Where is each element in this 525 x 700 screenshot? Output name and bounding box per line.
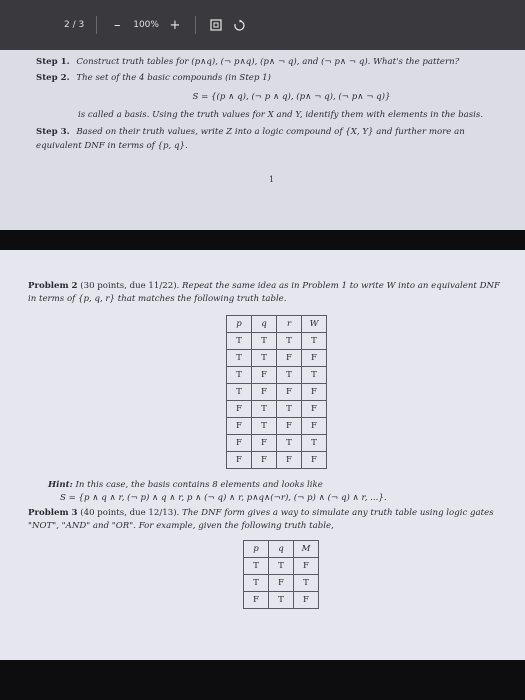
problem-2-meta: (30 points, due 11/22). [80, 281, 180, 291]
table-m-cell: T [269, 558, 294, 575]
table-m-header: q [269, 541, 294, 558]
bottom-bar [0, 660, 525, 700]
table-w-cell: F [277, 384, 302, 401]
table-w-cell: F [227, 401, 252, 418]
table-w-header: W [302, 316, 327, 333]
table-row [227, 367, 327, 384]
table-w-cell: F [252, 367, 277, 384]
table-w-cell: F [227, 418, 252, 435]
table-w-cell: T [277, 333, 302, 350]
problem-3-text: The DNF form gives a way to simulate any truth table using logic gates "NOT", "AND" and "OR". For example, given the following truth table, [28, 508, 494, 531]
table-m-cell: F [269, 575, 294, 592]
hint-formula: S = {p ∧ q ∧ r, (¬ p) ∧ q ∧ r, p ∧ (¬ q) ∧ r, p∧q∧(¬r), (¬ p) ∧ (¬ q) ∧ r, ...}. [60, 492, 387, 503]
truth-table-w [226, 315, 327, 469]
problem-2-label: Problem 2 [28, 281, 78, 291]
table-row [227, 350, 327, 367]
table-w-cell: F [277, 350, 302, 367]
table-w-cell: F [252, 384, 277, 401]
table-w-cell: T [227, 384, 252, 401]
table-w-header: r [277, 316, 302, 333]
toolbar-divider [96, 16, 97, 34]
table-m-cell: T [244, 558, 269, 575]
problem-3 [28, 507, 507, 532]
table-m-header: p [244, 541, 269, 558]
step-2 [36, 72, 507, 86]
table-w-header: p [227, 316, 252, 333]
table-w-cell: T [252, 350, 277, 367]
step-1 [36, 56, 507, 70]
table-w-cell: T [277, 401, 302, 418]
table-w-cell: F [302, 401, 327, 418]
table-w-cell: T [277, 367, 302, 384]
problem-2-text: Repeat the same idea as in Problem 1 to write W into an equivalent DNF in terms of {p, q, r} that matches the following truth table. [28, 281, 500, 304]
table-row [244, 592, 319, 609]
table-m-cell: F [294, 558, 319, 575]
table-w-cell: F [252, 452, 277, 469]
truth-table-m [243, 540, 319, 609]
hint-text: In this case, the basis contains 8 elements and looks like [75, 480, 323, 490]
basis-formula: S = {(p ∧ q), (¬ p ∧ q), (p∧ ¬ q), (¬ p∧ ¬ q)} [192, 92, 391, 102]
step-2-text: The set of the 4 basic compounds (in Step 1) [76, 72, 271, 83]
step-1-label: Step 1. [36, 57, 70, 67]
problem-2 [28, 280, 507, 305]
table-m-cell: F [294, 592, 319, 609]
table-w-cell: F [302, 384, 327, 401]
table-w-cell: F [302, 418, 327, 435]
table-w-cell: F [302, 350, 327, 367]
page-indicator[interactable]: 2 / 3 [64, 20, 85, 30]
table-row [227, 435, 327, 452]
table-w-cell: F [227, 452, 252, 469]
table-row [244, 575, 319, 592]
table-w-header: q [252, 316, 277, 333]
table-w-cell: T [302, 367, 327, 384]
step-1-text: Construct truth tables for (p∧q), (¬ p∧q), (p∧ ¬ q), and (¬ p∧ ¬ q). What's the pattern? [76, 57, 460, 67]
pdf-page-2 [0, 250, 525, 660]
table-w-cell: T [252, 401, 277, 418]
table-w-cell: F [277, 418, 302, 435]
hint-label: Hint: [48, 480, 73, 490]
table-row [227, 452, 327, 469]
table-w-cell: T [252, 418, 277, 435]
table-row [244, 558, 319, 575]
table-w-cell: T [227, 333, 252, 350]
table-w-cell: T [227, 367, 252, 384]
table-w-cell: F [252, 435, 277, 452]
table-w-cell: F [227, 435, 252, 452]
problem-3-meta: (40 points, due 12/13). [80, 508, 180, 518]
table-w-cell: T [302, 435, 327, 452]
table-w-cell: T [252, 333, 277, 350]
page-gap [0, 230, 525, 250]
table-row [227, 384, 327, 401]
table-w-cell: T [302, 333, 327, 350]
zoom-in-button[interactable]: + [169, 17, 181, 33]
table-row [227, 401, 327, 418]
step-3-text: Based on their truth values, write Z into a logic compound of {X, Y} and further more an equivalent DNF in terms of {p, q}. [36, 127, 465, 151]
zoom-out-button[interactable]: – [113, 17, 121, 33]
table-w-cell: T [277, 435, 302, 452]
hint [28, 479, 507, 504]
table-w-cell: F [302, 452, 327, 469]
problem-3-label: Problem 3 [28, 508, 78, 518]
table-m-cell: T [269, 592, 294, 609]
step-3-label: Step 3. [36, 127, 70, 137]
pdf-page-1 [0, 50, 525, 230]
toolbar-divider [195, 16, 196, 34]
table-w-cell: F [277, 452, 302, 469]
fit-page-icon[interactable] [208, 17, 224, 33]
table-m-header: M [294, 541, 319, 558]
table-m-cell: F [244, 592, 269, 609]
step-3 [36, 126, 507, 153]
page-number: 1 [268, 175, 275, 184]
zoom-level[interactable]: 100% [133, 20, 159, 30]
table-row [227, 418, 327, 435]
table-m-cell: T [294, 575, 319, 592]
rotate-icon[interactable] [232, 17, 248, 33]
pdf-toolbar [0, 0, 525, 50]
table-m-cell: T [244, 575, 269, 592]
basis-description: is called a basis. Using the truth values for X and Y, identify them with elements in the basis. [78, 109, 484, 120]
table-w-cell: T [227, 350, 252, 367]
table-row [227, 333, 327, 350]
step-2-label: Step 2. [36, 72, 70, 83]
